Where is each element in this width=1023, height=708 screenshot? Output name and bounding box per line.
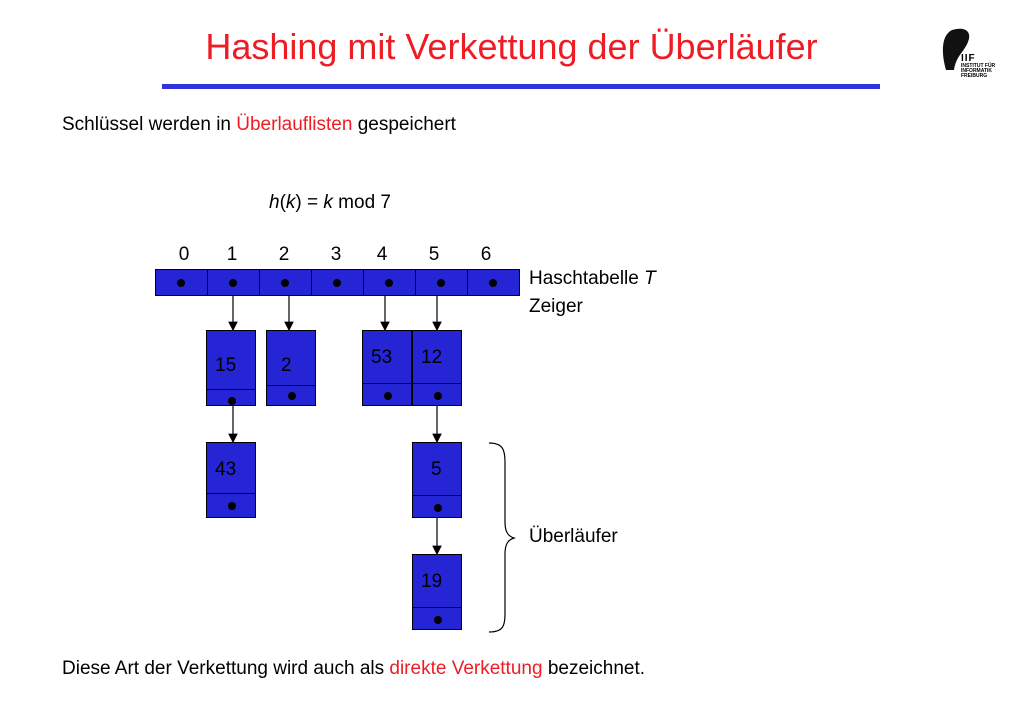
hash-formula: h(k) = k mod 7 — [269, 192, 391, 213]
chain-node — [412, 554, 462, 630]
node-divider — [413, 607, 461, 608]
table-index: 3 — [330, 244, 342, 265]
node-key: 5 — [431, 459, 442, 480]
chain-node — [362, 330, 412, 406]
pointer-dot — [434, 504, 442, 512]
node-divider — [413, 495, 461, 496]
table-index: 1 — [226, 244, 238, 265]
pointer-dot — [228, 397, 236, 405]
slide-title: Hashing mit Verkettung der Überläufer — [205, 26, 818, 67]
pointer-dot — [434, 392, 442, 400]
table-index: 6 — [480, 244, 492, 265]
formula-k1: k — [285, 192, 296, 213]
footer-highlight: direkte Verkettung — [389, 658, 543, 679]
table-label-name: Haschtabelle — [529, 268, 639, 289]
chain-node — [206, 442, 256, 518]
table-index: 5 — [428, 244, 440, 265]
node-key: 53 — [371, 347, 393, 368]
logo-name: IIF — [961, 53, 976, 64]
formula-h: h — [269, 192, 280, 213]
intro-after: gespeichert — [357, 114, 456, 135]
pointer-dot — [228, 502, 236, 510]
pointer-dot — [384, 392, 392, 400]
intro-highlight: Überlauflisten — [236, 114, 353, 135]
node-key: 19 — [421, 571, 443, 592]
table-index: 0 — [178, 244, 190, 265]
table-label-symbol: T — [644, 268, 656, 289]
node-key: 2 — [281, 355, 292, 376]
chain-node — [266, 330, 316, 406]
chain-node — [206, 330, 256, 406]
logo-subtitle: INSTITUT FÜR INFORMATIK FREIBURG — [961, 63, 996, 79]
node-divider — [413, 383, 461, 384]
node-key: 43 — [215, 459, 237, 480]
node-key: 12 — [421, 347, 443, 368]
node-divider — [267, 385, 315, 386]
pointer-label: Zeiger — [529, 296, 583, 317]
footer-after: bezeichnet. — [547, 658, 646, 679]
chain-node — [412, 330, 462, 406]
table-index: 2 — [278, 244, 290, 265]
intro-before: Schlüssel werden in — [62, 114, 231, 135]
footer-text — [62, 658, 645, 680]
node-key: 15 — [215, 355, 237, 376]
pointer-dot — [434, 616, 442, 624]
formula-rest: mod 7 — [332, 192, 391, 213]
node-divider — [363, 383, 411, 384]
table-index: 4 — [376, 244, 388, 265]
node-divider — [207, 389, 255, 390]
footer-before: Diese Art der Verkettung wird auch als — [62, 658, 385, 679]
overflow-label: Überläufer — [529, 526, 618, 547]
formula-eq: ) = — [295, 192, 324, 213]
pointer-dot — [288, 392, 296, 400]
node-divider — [207, 493, 255, 494]
formula-k2: k — [323, 192, 333, 213]
chain-node — [412, 442, 462, 518]
